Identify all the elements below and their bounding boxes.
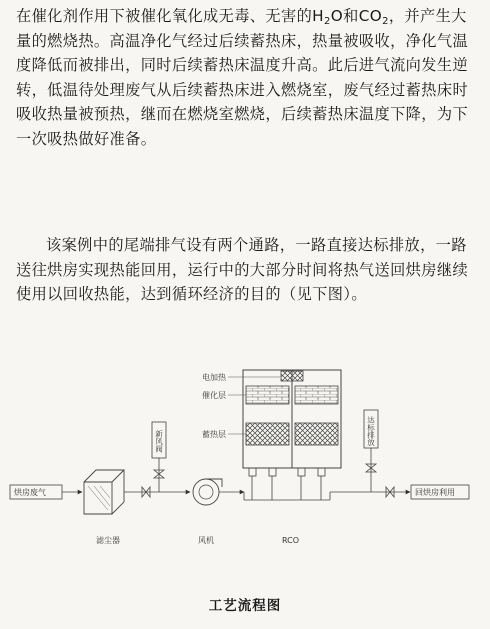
outlet-label: 回烘房利用: [415, 488, 455, 497]
paragraph-1-rest: ，并产生大量的燃烧热。高温净化气经过后续蓄热床，热量被吸收，净化气温度降低而被排出，同时后续蓄热床温度升高。此后进气流向发生逆转，低温待处理废气从后续蓄热床进入燃烧室，废气经过蓄热床时吸收热量被预热，继而在燃烧室燃烧，后续蓄热床温度下降，为下一次吸热做好准备。: [16, 7, 469, 148]
catalyst-layer-right: [295, 386, 338, 404]
fresh-air-label: 新风阀: [154, 430, 164, 453]
rco-valve: [298, 468, 305, 476]
storage-label: 蓄热层: [202, 430, 226, 439]
inlet-label: 烘房废气: [14, 488, 46, 497]
co2-subscript: 2: [382, 16, 389, 27]
storage-layer-left: [246, 423, 289, 445]
exhaust-label: 达标排放: [366, 416, 376, 446]
h2o-subscript: 2: [323, 16, 331, 27]
figure-caption: 工艺流程图: [208, 598, 282, 614]
catalyst-label: 催化层: [202, 391, 226, 400]
rco-unit: [228, 370, 341, 500]
dust-collector: [84, 470, 124, 514]
catalyst-layer-left: [246, 386, 289, 404]
paragraph-1-mid: O和CO: [330, 7, 383, 25]
fan: [193, 479, 222, 505]
rco-valve: [318, 468, 325, 476]
rco-label: RCO: [282, 536, 300, 545]
dust-collector-label: 滤尘器: [96, 536, 120, 545]
fan-label: 风机: [198, 536, 214, 545]
process-flow-diagram: [0, 358, 490, 558]
paragraph-1-lead: 在催化剂作用下被催化氧化成无毒、无害的H: [16, 7, 324, 25]
rco-valve: [269, 468, 276, 476]
storage-layer-right: [295, 423, 338, 445]
paragraph-2: 该案例中的尾端排气设有两个通路，一路直接达标排放，一路送往烘房实现热能回用，运行中的大部分时间将热气送回烘房继续使用以回收热能，达到循环经济的目的（见下图）。: [16, 236, 469, 303]
rco-valve: [249, 468, 256, 476]
electric-heater-grill: [281, 371, 303, 381]
heater-label: 电加热: [202, 373, 226, 382]
paragraph-1: [16, 4, 478, 151]
